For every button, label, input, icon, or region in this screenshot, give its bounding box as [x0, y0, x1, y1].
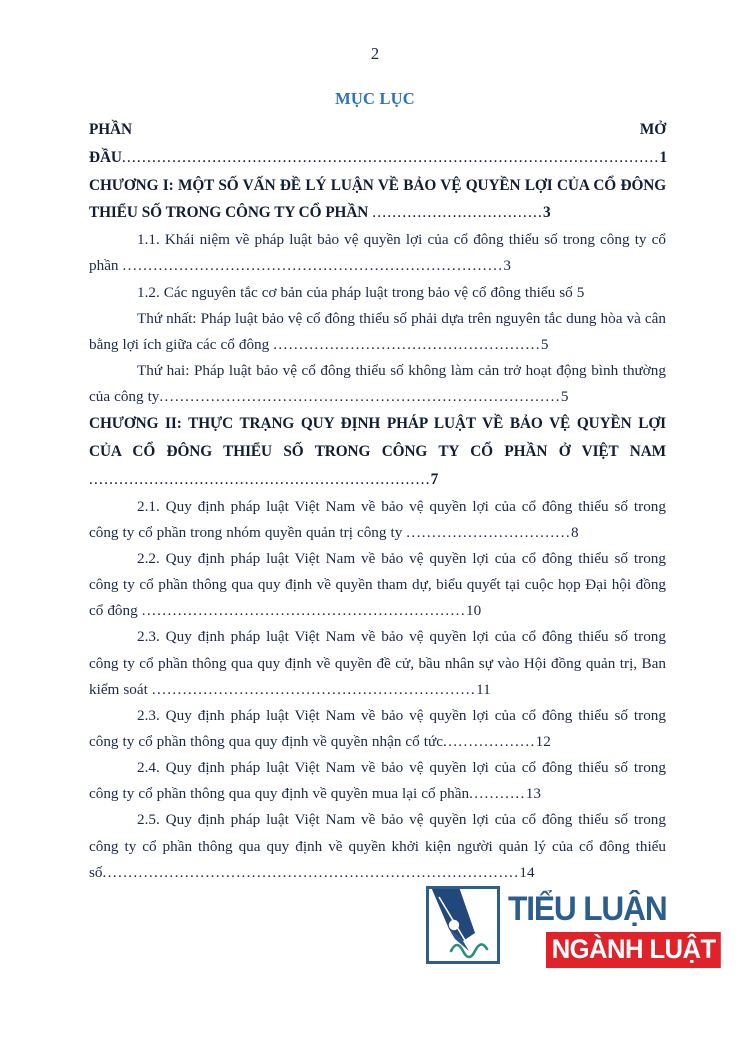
toc-leader: ..............................................................................	[159, 388, 561, 406]
toc-entry[interactable]	[89, 358, 666, 410]
page-number: 2	[370, 44, 380, 63]
toc-page-number: 10	[465, 602, 482, 620]
toc-entry-tail	[443, 733, 551, 750]
toc-entry[interactable]	[89, 546, 666, 624]
toc-entry[interactable]	[89, 703, 666, 755]
toc-entry[interactable]	[89, 410, 666, 493]
toc-entry-text: 2.3. Quy định pháp luật Việt Nam về bảo vệ quyền lợi của cổ đông thiểu số trong công ty cổ phần thông qua quy định về quyền đề cử, bầu nhân sự vào Hội đồng quản trị, Ban kiểm soát	[89, 628, 666, 698]
toc-page-number: 11	[476, 680, 491, 698]
brand-name-primary: TIỂU LUẬN	[508, 890, 667, 928]
toc-entry[interactable]	[89, 306, 666, 358]
watermark-logo	[426, 886, 716, 974]
toc-entry-tail	[89, 471, 438, 488]
toc-entry-text: PHẦN MỞ ĐẦU	[89, 121, 666, 166]
table-of-contents	[89, 116, 666, 886]
toc-entry[interactable]	[89, 624, 666, 702]
toc-entry-tail	[469, 785, 541, 802]
toc-entry-tail	[142, 602, 481, 619]
toc-page-number: 5	[540, 335, 549, 353]
toc-entry[interactable]	[89, 755, 666, 807]
fountain-pen-nib-icon	[426, 886, 500, 964]
brand-name-secondary: NGÀNH LUẬT	[546, 932, 721, 968]
toc-leader: ...............................................................	[151, 680, 477, 698]
toc-page-number: 3	[503, 257, 511, 275]
toc-entry-text: 1.2. Các nguyên tắc cơ bản của pháp luật trong bảo vệ cổ đông thiểu số 5	[137, 283, 585, 301]
toc-entry[interactable]	[89, 494, 666, 546]
toc-leader: ..................	[442, 733, 536, 751]
toc-leader: ..........................................................................	[122, 257, 504, 275]
toc-leader: ...........................................................................................................	[121, 148, 660, 166]
toc-entry-text: 2.4. Quy định pháp luật Việt Nam về bảo vệ quyền lợi của cổ đông thiểu số trong công ty cổ phần thông qua quy định về quyền mua lại cổ phần	[89, 759, 666, 803]
toc-page-number: 7	[430, 470, 439, 488]
toc-page-number: 5	[560, 388, 569, 406]
toc-leader: .................................................................................	[102, 863, 520, 881]
toc-entry-tail	[152, 681, 491, 698]
toc-page-number: 1	[659, 148, 667, 166]
toc-entry[interactable]	[89, 172, 666, 228]
toc-leader: ................................	[406, 523, 571, 541]
toc-page-number: 14	[519, 863, 535, 881]
toc-entry-text: CHƯƠNG I: MỘT SỐ VẤN ĐỀ LÝ LUẬN VỀ BẢO VỆ QUYỀN LỢI CỦA CỔ ĐÔNG THIỂU SỐ TRONG CÔNG TY CỔ PHẦN	[89, 176, 666, 222]
toc-leader: ...............................................................	[141, 602, 466, 620]
toc-leader: ....................................................	[273, 335, 541, 353]
toc-entry-text: Thứ hai: Pháp luật bảo vệ cổ đông thiểu số không làm cản trở hoạt động bình thường của công ty	[89, 362, 666, 406]
toc-entry[interactable]	[89, 807, 666, 885]
toc-entry-tail	[159, 388, 568, 405]
toc-entry-text: CHƯƠNG II: THỰC TRẠNG QUY ĐỊNH PHÁP LUẬT VỀ BẢO VỆ QUYỀN LỢI CỦA CỔ ĐÔNG THIỂU SỐ TRONG CÔNG TY CỔ PHẦN Ở VIỆT NAM	[89, 415, 666, 461]
toc-entry-text: 2.2. Quy định pháp luật Việt Nam về bảo vệ quyền lợi của cổ đông thiểu số trong công ty cổ phần thông qua quy định về quyền tham dự, biểu quyết tại cuộc họp Đại hội đồng cổ đông	[89, 550, 666, 620]
page-title: MỤC LỤC	[335, 89, 415, 108]
toc-page-number: 3	[543, 204, 551, 222]
toc-entry[interactable]	[89, 227, 666, 279]
toc-entry-text: 2.5. Quy định pháp luật Việt Nam về bảo vệ quyền lợi của cổ đông thiểu số trong công ty cổ phần thông qua quy định về quyền khởi kiện người quản lý của cổ đông thiểu số	[89, 811, 666, 881]
toc-entry-text: 2.1. Quy định pháp luật Việt Nam về bảo vệ quyền lợi của cổ đông thiểu số trong công ty cổ phần trong nhóm quyền quản trị công ty	[89, 497, 666, 541]
toc-entry-tail	[103, 864, 535, 881]
toc-entry-tail	[372, 204, 550, 221]
toc-entry-text: 2.3. Quy định pháp luật Việt Nam về bảo vệ quyền lợi của cổ đông thiểu số trong công ty cổ phần thông qua quy định về quyền nhận cổ tức	[89, 706, 666, 751]
toc-entry-tail	[273, 336, 548, 353]
toc-entry[interactable]	[89, 280, 666, 306]
toc-page-number: 12	[535, 733, 551, 751]
toc-entry-tail	[122, 149, 667, 166]
toc-entry-tail	[123, 257, 511, 274]
toc-leader: ..................................	[372, 204, 544, 222]
toc-page-number: 13	[525, 785, 541, 803]
toc-leader: ....................................................................	[89, 470, 431, 488]
toc-entry-tail	[406, 524, 578, 541]
toc-entry-text: Thứ nhất: Pháp luật bảo vệ cổ đông thiểu số phải dựa trên nguyên tắc dung hòa và cân bằng lợi ích giữa các cổ đông	[89, 309, 666, 353]
toc-leader: ...........	[469, 785, 526, 803]
toc-entry-text: 1.1. Khái niệm về pháp luật bảo vệ quyền lợi của cổ đông thiểu số trong công ty cổ phần	[89, 231, 666, 275]
toc-page-number: 8	[570, 523, 579, 541]
toc-entry[interactable]	[89, 116, 666, 172]
